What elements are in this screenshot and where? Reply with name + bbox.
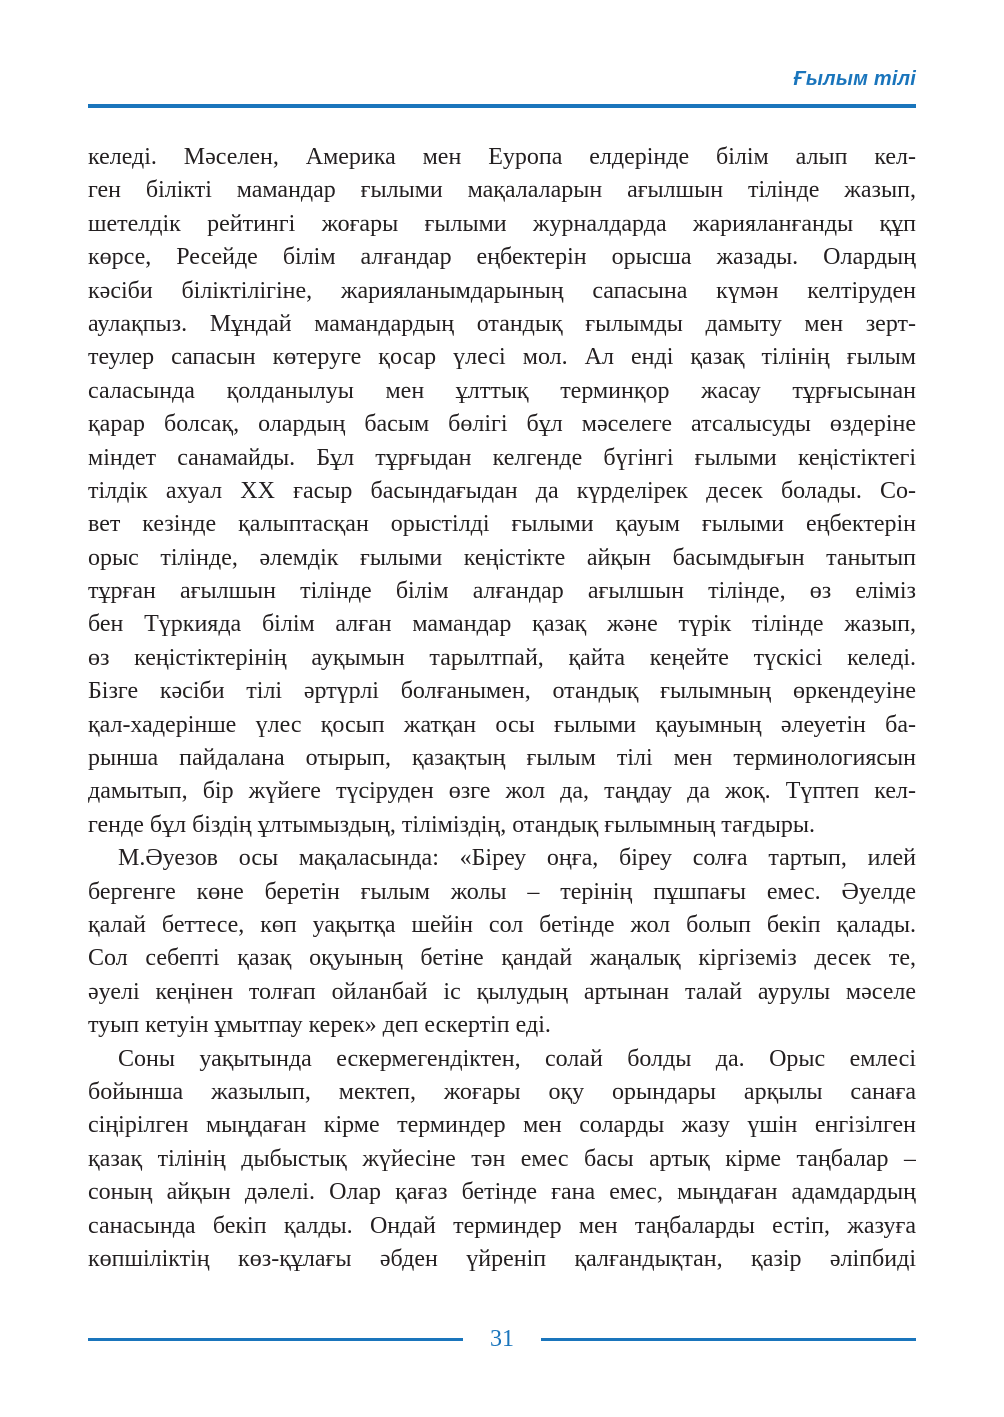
text-line: кәсіби біліктілігіне, жарияланымдарының сапасына күмән келтіруден xyxy=(88,277,916,304)
text-line: әуелі кеңінен толғап ойланбай іс қылудың артынан талай аурулы мәселе xyxy=(88,978,916,1005)
footer-rule-left xyxy=(88,1338,463,1341)
text-line: саласында қолданылуы мен ұлттық терминқор жасау тұрғысынан xyxy=(88,377,916,404)
text-line: өз кеңістіктерінің ауқымын тарылтпай, қайта кеңейте түскісі келеді. xyxy=(88,644,916,671)
text-line: ген білікті мамандар ғылыми мақалаларын ағылшын тілінде жазып, xyxy=(88,177,916,204)
text-line: қарар болсақ, олардың басым бөлігі бұл мәселеге атсалысуды өздеріне xyxy=(88,411,916,438)
text-line: қалай беттесе, көп уақытқа шейін сол бетінде жол болып бекіп қалады. xyxy=(88,911,916,938)
text-line: көрсе, Ресейде білім алғандар еңбектерін орысша жазады. Олардың xyxy=(88,244,916,271)
text-line: Бізге кәсіби тілі әртүрлі болғанымен, отандық ғылымның өркендеуіне xyxy=(88,678,916,705)
text-line: бергенге көне беретін ғылым жолы – терінің пұшпағы емес. Әуелде xyxy=(88,878,916,905)
text-line: бойынша жазылып, мектеп, жоғары оқу орындары арқылы санаға xyxy=(88,1078,916,1105)
text-line: көпшіліктің көз-құлағы әбден үйреніп қалғандықтан, қазір әліпбиді xyxy=(88,1245,916,1272)
text-line: вет кезінде қалыптасқан орыстілді ғылыми қауым ғылыми еңбектерін xyxy=(88,511,916,538)
text-line: Соны уақытында ескермегендіктен, солай болды да. Орыс емлесі xyxy=(118,1045,916,1072)
text-line: генде бұл біздің ұлтымыздың, тіліміздің, отандық ғылымның тағдыры. xyxy=(88,811,816,838)
text-line: тілдік ахуал ХХ ғасыр басындағыдан да күрделірек десек болады. Со- xyxy=(88,477,916,504)
text-line: тұрған ағылшын тілінде білім алғандар ағылшын тілінде, өз еліміз xyxy=(88,578,916,605)
text-line: шетелдік рейтингі жоғары ғылыми журналдарда жарияланғанды құп xyxy=(88,210,916,237)
text-line: міндет санамайды. Бұл тұрғыдан келгенде бүгінгі ғылыми кеңістіктегі xyxy=(88,444,916,471)
text-line: орыс тілінде, әлемдік ғылыми кеңістікте айқын басымдығын танытып xyxy=(88,544,916,571)
header-rule xyxy=(88,104,916,108)
text-line: бен Түркияда білім алған мамандар қазақ және түрік тілінде жазып, xyxy=(88,611,916,638)
running-title: Ғылым тілі xyxy=(793,68,916,90)
text-line: сіңірілген мыңдаған кірме терминдер мен соларды жазу үшін енгізілген xyxy=(88,1112,916,1139)
body-text xyxy=(88,141,916,1276)
page-number: 31 xyxy=(490,1326,514,1352)
text-line: аулақпыз. Мұндай мамандардың отандық ғылымды дамыту мен зерт- xyxy=(88,310,916,337)
text-line: келеді. Мәселен, Америка мен Еуропа елдерінде білім алып кел- xyxy=(88,144,916,170)
footer-rule-right xyxy=(541,1338,916,1341)
text-line: теулер сапасын көтеруге қосар үлесі мол. Ал енді қазақ тілінің ғылым xyxy=(88,344,916,371)
text-line: соның айқын дәлелі. Олар қағаз бетінде ғана емес, мыңдаған адамдардың xyxy=(88,1179,916,1206)
text-line: қазақ тілінің дыбыстық жүйесіне тән емес басы артық кірме таңбалар – xyxy=(88,1145,916,1172)
text-line: дамытып, бір жүйеге түсіруден өзге жол да, таңдау да жоқ. Түптеп кел- xyxy=(88,778,916,805)
text-line: туып кетуін ұмытпау керек» деп ескертіп еді. xyxy=(88,1012,551,1039)
text-line: қал-хадерінше үлес қосып жатқан осы ғылыми қауымның әлеуетін ба- xyxy=(88,711,916,738)
text-line: рынша пайдалана отырып, қазақтың ғылым тілі мен терминологиясын xyxy=(88,745,916,772)
text-line: М.Әуезов осы мақаласында: «Біреу оңға, біреу солға тартып, илей xyxy=(118,845,916,872)
text-line: санасында бекіп қалды. Ондай терминдер мен таңбаларды естіп, жазуға xyxy=(88,1212,916,1239)
text-line: Сол себепті қазақ оқуының бетіне қандай жаңалық кіргіземіз десек те, xyxy=(88,945,916,972)
